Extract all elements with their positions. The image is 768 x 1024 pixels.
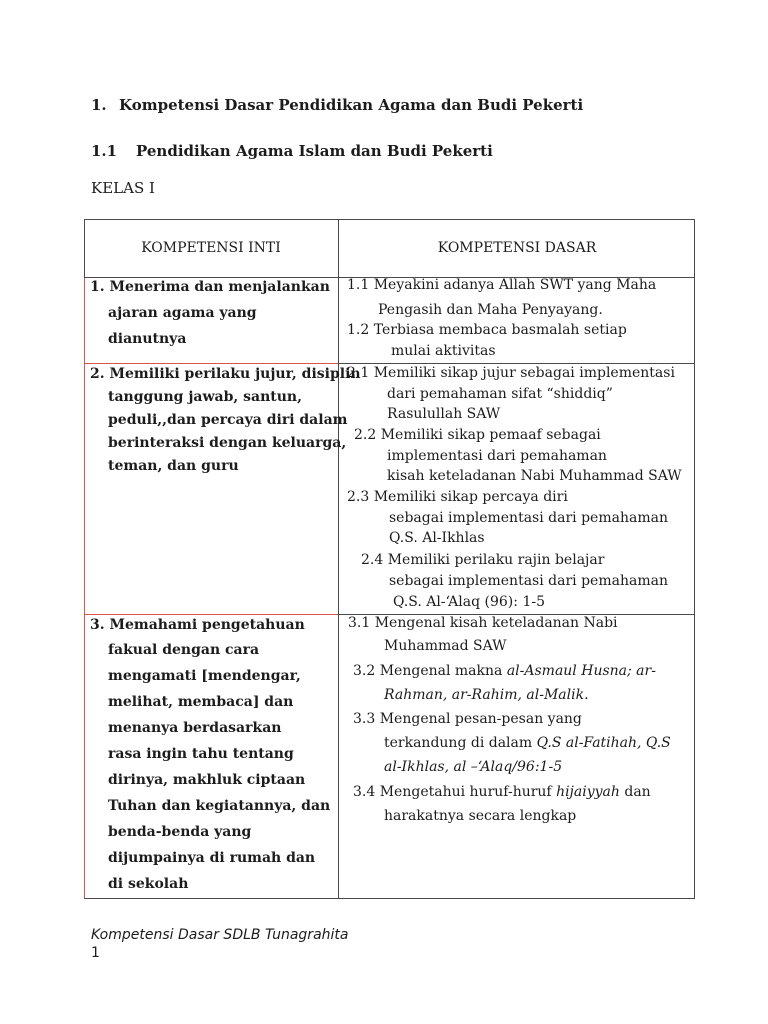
ki-line: mengamati [mendengar, (108, 668, 301, 684)
header-kompetensi-dasar: KOMPETENSI DASAR (437, 240, 597, 256)
kd-line (387, 468, 682, 484)
text: 2.3 Memiliki sikap percaya diri (347, 489, 568, 505)
kd-line (347, 489, 568, 505)
text: 2.4 Memiliki perilaku rajin belajar (361, 552, 605, 568)
kd-line (387, 406, 500, 422)
text: 1.1 Meyakini adanya Allah SWT yang Maha (347, 277, 657, 293)
text: 3.2 Mengenal makna (353, 663, 507, 679)
text: dari pemahaman sifat “shiddiq” (387, 386, 613, 402)
ki-line: Tuhan dan kegiatannya, dan (108, 798, 331, 814)
ki-line: di sekolah (108, 876, 189, 892)
ki-line: rasa ingin tahu tentang (108, 746, 294, 762)
ki-line: 1. Menerima dan menjalankan (90, 279, 330, 295)
kd-line (384, 687, 589, 703)
header-kompetensi-inti: KOMPETENSI INTI (141, 240, 281, 256)
text: terkandung di dalam (384, 735, 537, 751)
italic-text: hijaiyyah (556, 784, 620, 800)
kd-line (384, 759, 562, 775)
ki-line: peduli,,dan percaya diri dalam (108, 412, 348, 428)
row-divider (84, 614, 339, 615)
section-title: Kompetensi Dasar Pendidikan Agama dan Budi Pekerti (119, 96, 584, 114)
italic-text: al-Ikhlas, al –‘Alaq/96:1-5 (384, 759, 563, 775)
ki-line: dijumpainya di rumah dan (108, 850, 316, 866)
kd-line (353, 784, 651, 800)
text: Pengasih dan Maha Penyayang. (378, 302, 603, 318)
kd-line (389, 510, 668, 526)
kd-line (391, 343, 496, 359)
ki-line: dianutnya (108, 331, 187, 347)
text: 1.2 Terbiasa membaca basmalah setiap (347, 322, 627, 338)
text: 3.4 Mengetahui huruf-huruf (353, 784, 557, 800)
italic-text: al-Asmaul Husna; ar- (506, 663, 656, 679)
table-border-left (84, 278, 85, 898)
kd-line (347, 365, 675, 381)
kd-line (387, 448, 607, 464)
text: 3.1 Mengenal kisah keteladanan Nabi (348, 615, 618, 631)
column-divider (338, 219, 339, 899)
ki-line: menanya berdasarkan (108, 720, 282, 736)
ki-line: berinteraksi dengan keluarga, (108, 435, 347, 451)
kd-line (384, 638, 507, 654)
section-number: 1. (91, 96, 107, 114)
text: mulai aktivitas (391, 343, 496, 359)
text: Rasulullah SAW (387, 406, 501, 422)
table-border-right (694, 219, 695, 899)
page-number: 1 (91, 945, 100, 961)
kd-line (347, 277, 656, 293)
ki-line: dirinya, makhluk ciptaan (108, 772, 306, 788)
text: implementasi dari pemahaman (387, 448, 607, 464)
text: dan (619, 784, 651, 800)
kd-line (353, 711, 582, 727)
text: Q.S. Al-‘Alaq (96): 1-5 (393, 594, 545, 610)
ki-line: ajaran agama yang (108, 305, 257, 321)
kd-line (353, 663, 656, 679)
ki-line: 2. Memiliki perilaku jujur, disiplin (90, 366, 361, 382)
ki-line: 3. Memahami pengetahuan (90, 617, 305, 633)
ki-line: fakual dengan cara (108, 642, 260, 658)
text: sebagai implementasi dari pemahaman (389, 510, 668, 526)
italic-text: Rahman, ar-Rahim, al-Malik. (384, 687, 589, 703)
italic-text: Q.S al-Fatihah, Q.S (536, 735, 671, 751)
kd-line (384, 735, 671, 751)
kd-line (387, 386, 613, 402)
table-border-bottom (84, 898, 695, 899)
kd-line (389, 530, 485, 546)
section-heading-1 (91, 96, 583, 114)
kd-line (361, 552, 604, 568)
text: harakatnya secara lengkap (384, 808, 577, 824)
kd-line (393, 594, 545, 610)
footer-text: Kompetensi Dasar SDLB Tunagrahita (91, 927, 349, 943)
kd-line (384, 808, 576, 824)
ki-line: melihat, membaca] dan (108, 694, 294, 710)
class-label: KELAS I (91, 179, 155, 197)
ki-line: tanggung jawab, santun, (108, 389, 302, 405)
ki-line: teman, dan guru (108, 458, 239, 474)
text: sebagai implementasi dari pemahaman (389, 573, 668, 589)
text: 2.2 Memiliki sikap pemaaf sebagai (354, 427, 601, 443)
text: kisah keteladanan Nabi Muhammad SAW (387, 468, 682, 484)
text: Muhammad SAW (384, 638, 507, 654)
row-divider (339, 363, 695, 364)
row-divider (84, 363, 339, 364)
text: 3.3 Mengenal pesan-pesan yang (353, 711, 582, 727)
ki-line: benda-benda yang (108, 824, 252, 840)
subsection-heading (91, 142, 493, 160)
subsection-title: Pendidikan Agama Islam dan Budi Pekerti (136, 142, 493, 160)
text: 2.1 Memiliki sikap jujur sebagai implementasi (347, 365, 675, 381)
subsection-number: 1.1 (91, 142, 118, 160)
kd-line (347, 322, 627, 338)
kd-line (378, 302, 603, 318)
kd-line (348, 615, 618, 631)
kd-line (354, 427, 601, 443)
kd-line (389, 573, 668, 589)
text: Q.S. Al-Ikhlas (389, 530, 485, 546)
